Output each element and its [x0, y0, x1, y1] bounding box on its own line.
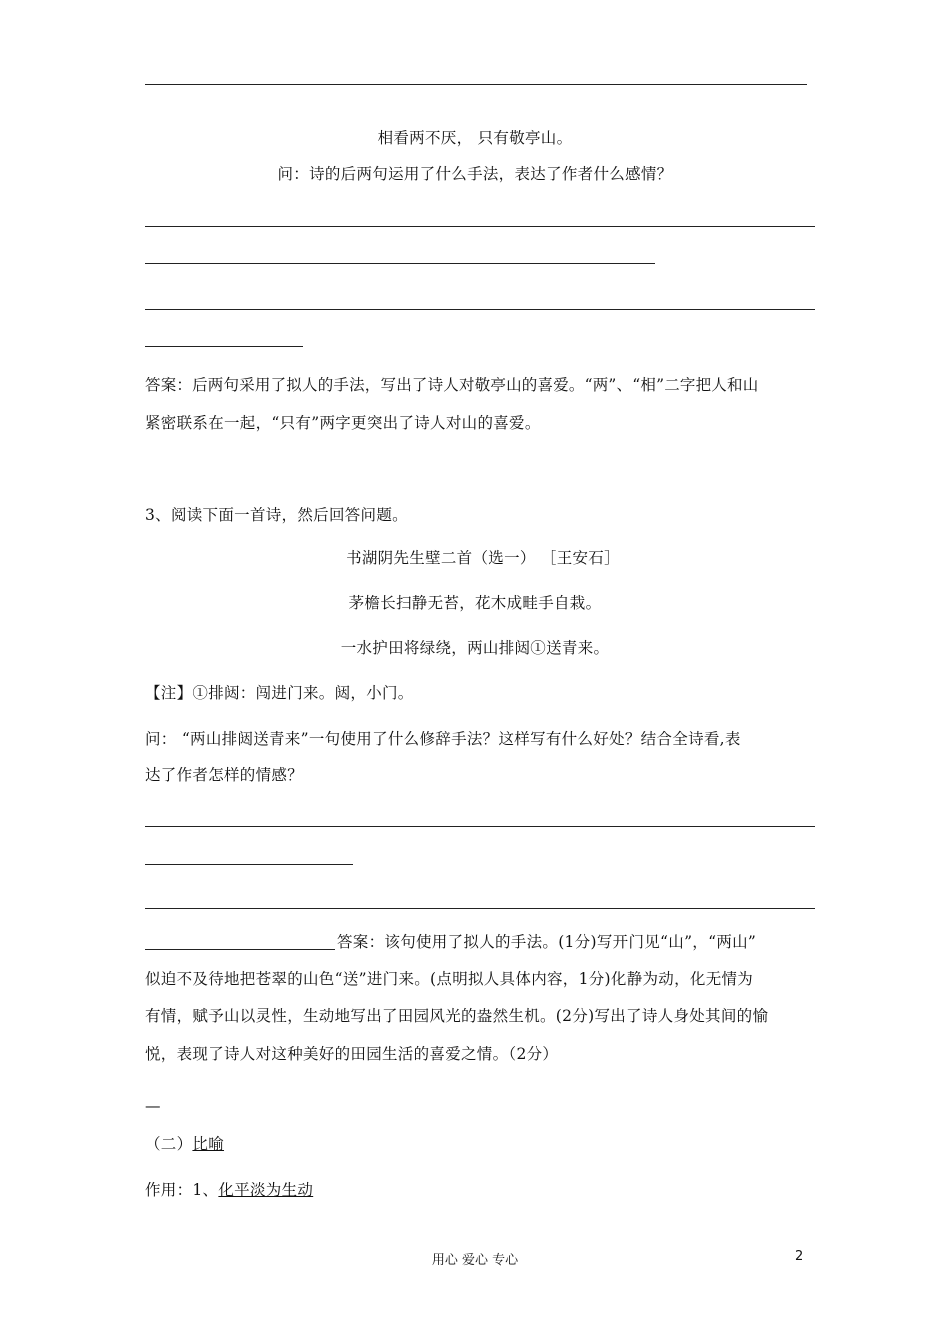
- top-rule: [145, 84, 807, 85]
- section-prefix: （二）: [145, 1135, 193, 1153]
- answer-text: 答案：后两句采用了拟人的手法，写出了诗人对敬亭山的喜爱。“两”、“相”二字把人和山: [145, 376, 759, 394]
- answer-blank-line: [145, 226, 815, 227]
- question-text: 问： “两山排闼送青来”一句使用了什么修辞手法？这样写有什么好处？结合全诗看,表: [145, 730, 741, 748]
- item-heading: 3、阅读下面一首诗，然后回答问题。: [145, 506, 408, 524]
- effect-line: [145, 1180, 313, 1200]
- poem-line: 相看两不厌， 只有敬亭山。: [377, 129, 573, 147]
- poem-line: 一水护田将绿绕，两山排闼①送青来。: [340, 639, 610, 657]
- answer-blank-line: [145, 826, 815, 827]
- answer-text: 答案：该句使用了拟人的手法。(1分)写开门见“山”，“两山”: [337, 933, 757, 951]
- answer-text: 悦，表现了诗人对这种美好的田园生活的喜爱之情。（2分）: [145, 1045, 559, 1063]
- answer-text: 有情，赋予山以灵性，生动地写出了田园风光的盎然生机。(2分)写出了诗人身处其间的愉: [145, 1007, 769, 1025]
- effect-text: 化平淡为生动: [218, 1181, 314, 1199]
- note-text: 【注】①排闼：闯进门来。闼，小门。: [145, 684, 414, 702]
- answer-blank-line: [145, 263, 655, 264]
- section-title: 比喻: [192, 1135, 225, 1153]
- dash-mark: —: [145, 1097, 161, 1115]
- answer-blank-line: [145, 949, 335, 950]
- question-text: 达了作者怎样的情感？: [145, 766, 304, 784]
- answer-text: 紧密联系在一起，“只有”两字更突出了诗人对山的喜爱。: [145, 414, 541, 432]
- answer-blank-line: [145, 309, 815, 310]
- effect-prefix: 作用：1、: [145, 1181, 219, 1199]
- page-number: 2: [795, 1249, 804, 1264]
- answer-blank-line: [145, 864, 353, 865]
- section-heading: [145, 1134, 224, 1154]
- answer-text: 似迫不及待地把苍翠的山色“送”进门来。(点明拟人具体内容，1分)化静为动，化无情为: [145, 970, 754, 988]
- answer-blank-line: [145, 346, 303, 347]
- question-text: 问：诗的后两句运用了什么手法，表达了作者什么感情？: [277, 165, 673, 183]
- footer-text: 用心 爱心 专心: [431, 1253, 519, 1268]
- poem-line: 茅檐长扫静无苔，花木成畦手自栽。: [348, 594, 602, 612]
- answer-blank-line: [145, 908, 815, 909]
- poem-title: 书湖阴先生壁二首（选一） ［王安石］: [346, 549, 620, 567]
